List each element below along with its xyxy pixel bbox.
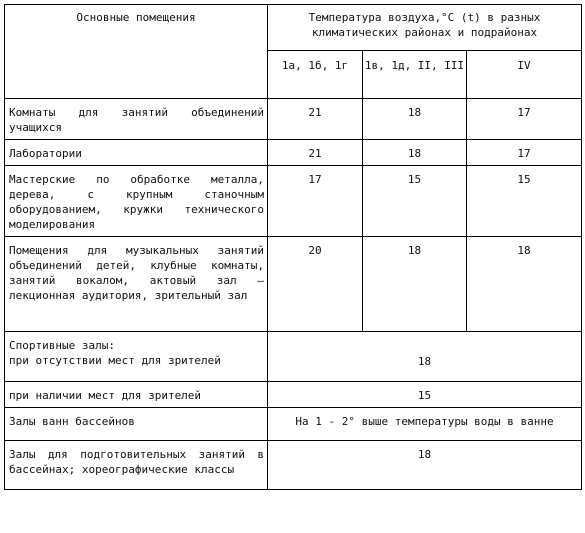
- premise-name: Комнаты для занятий объединений учащихся: [5, 99, 268, 140]
- sport-halls-title: Спортивные залы:: [9, 339, 115, 352]
- table-row: [5, 140, 582, 166]
- temperature-value: 20: [268, 237, 363, 332]
- temperature-value: 18: [363, 99, 467, 140]
- header-temperature: Температура воздуха,°C (t) в разных климатических районах и подрайонах: [268, 5, 582, 51]
- temperature-value: 18: [268, 441, 582, 490]
- table-row: [5, 166, 582, 237]
- temperature-table: [4, 4, 582, 490]
- header-region-1: 1а, 1б, 1г: [268, 51, 363, 99]
- temperature-value: 15: [268, 382, 582, 408]
- table-row: [5, 408, 582, 441]
- temperature-value: 18: [268, 332, 582, 382]
- premise-name: [5, 332, 268, 382]
- table-row: [5, 237, 582, 332]
- table-row: [5, 441, 582, 490]
- temperature-value: 15: [363, 166, 467, 237]
- temperature-value: 17: [467, 140, 582, 166]
- table-row: [5, 382, 582, 408]
- temperature-value: 21: [268, 99, 363, 140]
- premise-name: Залы ванн бассейнов: [5, 408, 268, 441]
- temperature-value: 15: [467, 166, 582, 237]
- temperature-value: 17: [268, 166, 363, 237]
- premise-name: Мастерские по обработке металла, дерева, с крупным станочным оборудованием, кружки технического моделирования: [5, 166, 268, 237]
- premise-name: Помещения для музыкальных занятий объединений детей, клубные комнаты, занятий вокалом, актовый зал – лекционная аудитория, зрительный зал: [5, 237, 268, 332]
- temperature-value: 21: [268, 140, 363, 166]
- temperature-value: 18: [363, 237, 467, 332]
- header-region-3: IV: [467, 51, 582, 99]
- table-row: [5, 332, 582, 382]
- temperature-value: 17: [467, 99, 582, 140]
- table-row: [5, 99, 582, 140]
- sport-halls-no-spectators: при отсутствии мест для зрителей: [9, 354, 221, 367]
- temperature-value: 18: [363, 140, 467, 166]
- temperature-note: На 1 - 2° выше температуры воды в ванне: [268, 408, 582, 441]
- header-region-2: 1в, 1д, II, III: [363, 51, 467, 99]
- temperature-value: 18: [467, 237, 582, 332]
- header-premises: Основные помещения: [5, 5, 268, 99]
- premise-name: при наличии мест для зрителей: [5, 382, 268, 408]
- premise-name: Залы для подготовительных занятий в бассейнах; хореографические классы: [5, 441, 268, 490]
- premise-name: Лаборатории: [5, 140, 268, 166]
